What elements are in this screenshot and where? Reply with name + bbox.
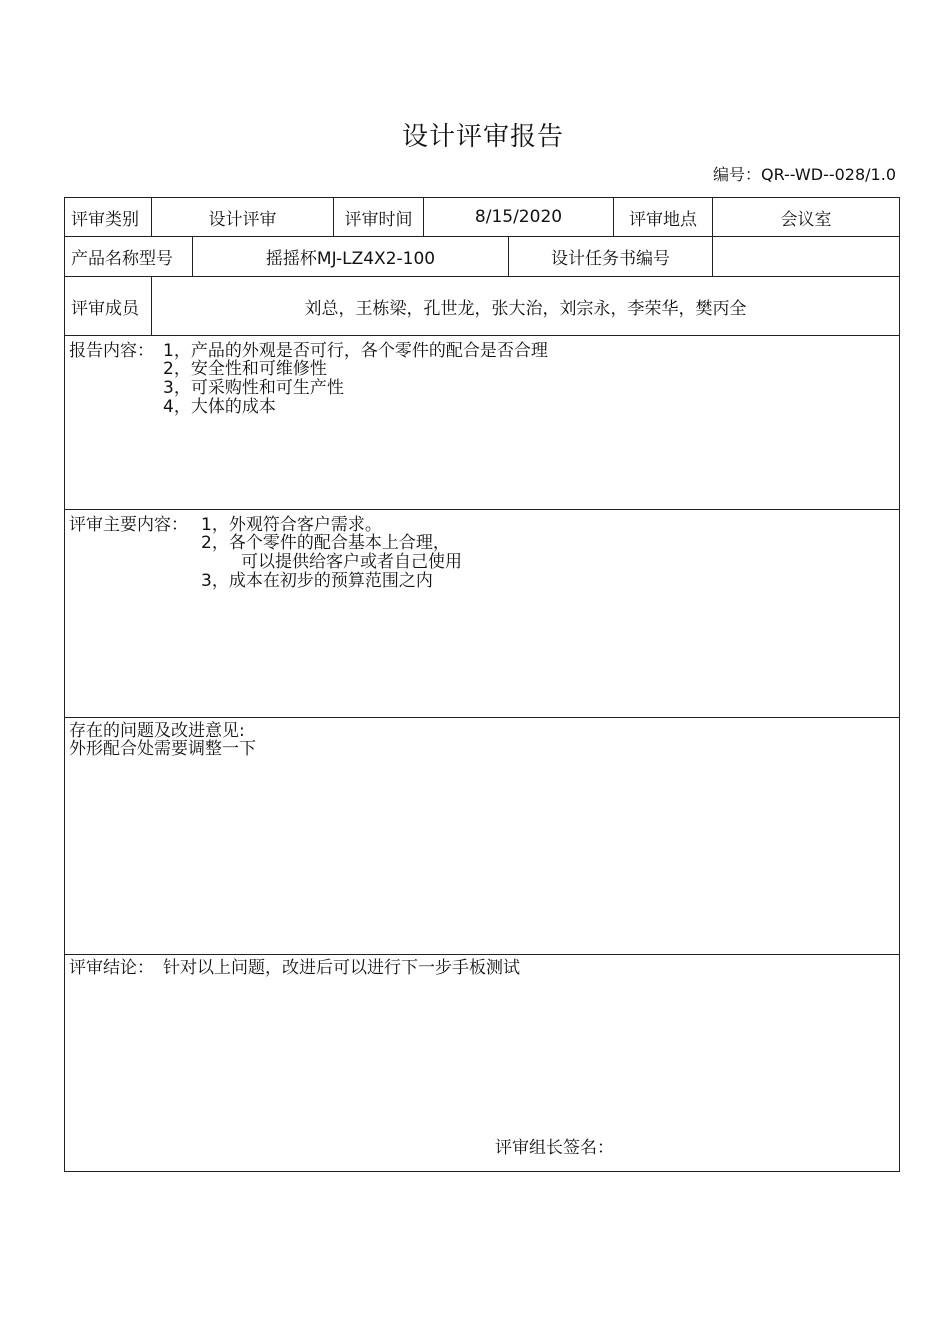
document-title: 设计评审报告 [401, 122, 564, 152]
members-value[interactable]: 刘总，王栋梁，孔世龙，张大治，刘宗永，李荣华，樊丙全 [304, 298, 747, 319]
report-content-line: 2，安全性和可维修性 [163, 359, 327, 379]
main-review-line: 2，各个零件的配合基本上合理， [201, 533, 450, 553]
issues-section [65, 718, 899, 955]
main-review-line: 可以提供给客户或者自己使用 [241, 552, 462, 572]
report-content-line: 1，产品的外观是否可行，各个零件的配合是否合理 [163, 341, 548, 361]
report-content-line: 3，可采购性和可生产性 [163, 378, 344, 398]
task-number-label: 设计任务书编号 [509, 237, 713, 276]
review-time-label: 评审时间 [334, 198, 424, 236]
product-value[interactable]: 摇摇杯MJ-LZ4X2-100 [193, 237, 509, 276]
review-place-value[interactable]: 会议室 [780, 209, 832, 230]
members-label: 评审成员 [65, 277, 152, 335]
row-review-info [65, 198, 899, 237]
conclusion-label: 评审结论： [69, 958, 154, 978]
main-review-section [65, 510, 899, 718]
main-review-line: 3，成本在初步的预算范围之内 [201, 571, 433, 591]
report-content-section [65, 336, 899, 510]
issues-line: 外形配合处需要调整一下 [69, 739, 256, 759]
review-type-label: 评审类别 [65, 198, 152, 236]
product-label: 产品名称型号 [65, 237, 193, 276]
review-time-value[interactable]: 8/15/2020 [424, 198, 614, 236]
main-review-line: 1，外观符合客户需求。 [201, 515, 382, 535]
review-form [64, 197, 900, 1172]
row-product-info [65, 237, 899, 277]
report-content-label: 报告内容： [69, 341, 154, 361]
review-type-value[interactable]: 设计评审 [152, 198, 334, 236]
task-number-value[interactable] [713, 237, 899, 276]
conclusion-section [65, 955, 899, 1171]
row-members [65, 277, 899, 336]
document-number: 编号：QR--WD--028/1.0 [712, 165, 896, 184]
main-review-label: 评审主要内容： [69, 515, 188, 535]
issues-label: 存在的问题及改进意见: [69, 721, 245, 741]
conclusion-text: 针对以上问题，改进后可以进行下一步手板测试 [163, 958, 520, 978]
signature-label: 评审组长签名： [495, 1138, 614, 1158]
report-content-line: 4，大体的成本 [163, 397, 276, 417]
review-place-label: 评审地点 [614, 198, 713, 236]
